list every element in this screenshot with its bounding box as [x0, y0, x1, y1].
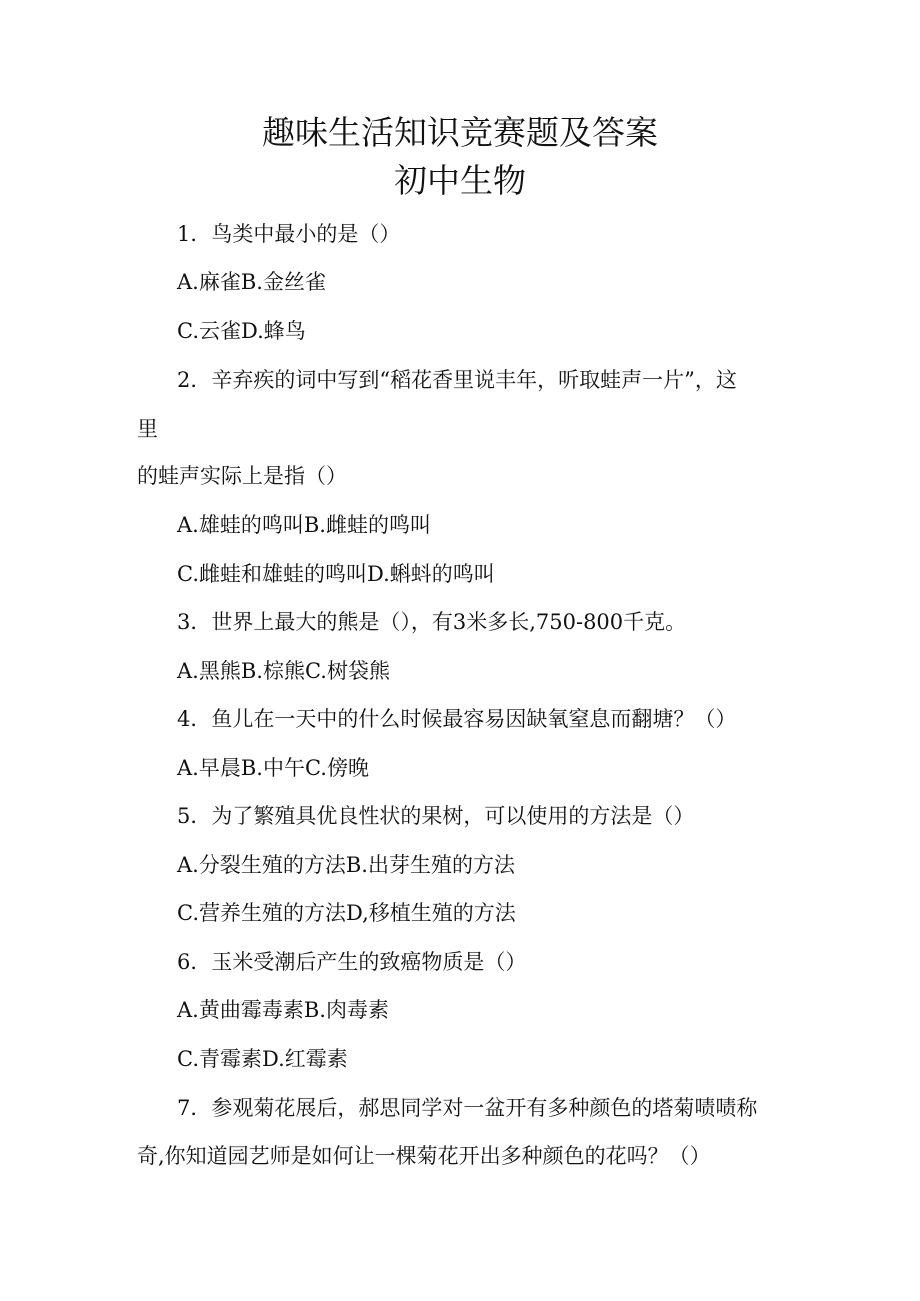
question-3: 3．世界上最大的熊是（），有3米多长,750-800千克。	[177, 610, 687, 634]
question-1-options-ab: A.麻雀B.金丝雀	[177, 270, 326, 294]
question-6-options-cd: C.青霉素D.红霉素	[177, 1047, 348, 1071]
question-5: 5．为了繁殖具优良性状的果树，可以使用的方法是（）	[177, 804, 695, 828]
document-title: 趣味生活知识竞赛题及答案	[262, 113, 658, 152]
question-2-wrap-2: 的蛙声实际上是指（）	[137, 464, 347, 488]
question-6: 6．玉米受潮后产生的致癌物质是（）	[177, 950, 527, 974]
question-4-options: A.早晨B.中午C.傍晚	[177, 756, 369, 780]
question-2: 2．辛弃疾的词中写到“稻花香里说丰年，听取蛙声一片”，这	[177, 368, 737, 392]
question-2-wrap-1: 里	[137, 417, 158, 441]
question-4: 4．鱼儿在一天中的什么时候最容易因缺氧窒息而翻塘？（）	[177, 707, 737, 731]
question-2-options-ab: A.雄蛙的鸣叫B.雌蛙的鸣叫	[177, 513, 431, 537]
question-7: 7．参观菊花展后，郝思同学对一盆开有多种颜色的塔菊啧啧称	[177, 1096, 758, 1120]
document-subtitle: 初中生物	[394, 161, 526, 200]
question-7-wrap: 奇,你知道园艺师是如何让一棵菊花开出多种颜色的花吗？（）	[137, 1144, 711, 1168]
question-1: 1．鸟类中最小的是（）	[177, 222, 401, 246]
question-2-options-cd: C.雌蛙和雄蛙的鸣叫D.蝌蚪的鸣叫	[177, 562, 495, 586]
question-6-options-ab: A.黄曲霉毒素B.肉毒素	[177, 998, 389, 1022]
question-1-options-cd: C.云雀D.蜂鸟	[177, 319, 306, 343]
question-3-options: A.黑熊B.棕熊C.树袋熊	[177, 659, 390, 683]
question-5-options-cd: C.营养生殖的方法D,移植生殖的方法	[177, 901, 516, 925]
question-5-options-ab: A.分裂生殖的方法B.出芽生殖的方法	[177, 853, 515, 877]
